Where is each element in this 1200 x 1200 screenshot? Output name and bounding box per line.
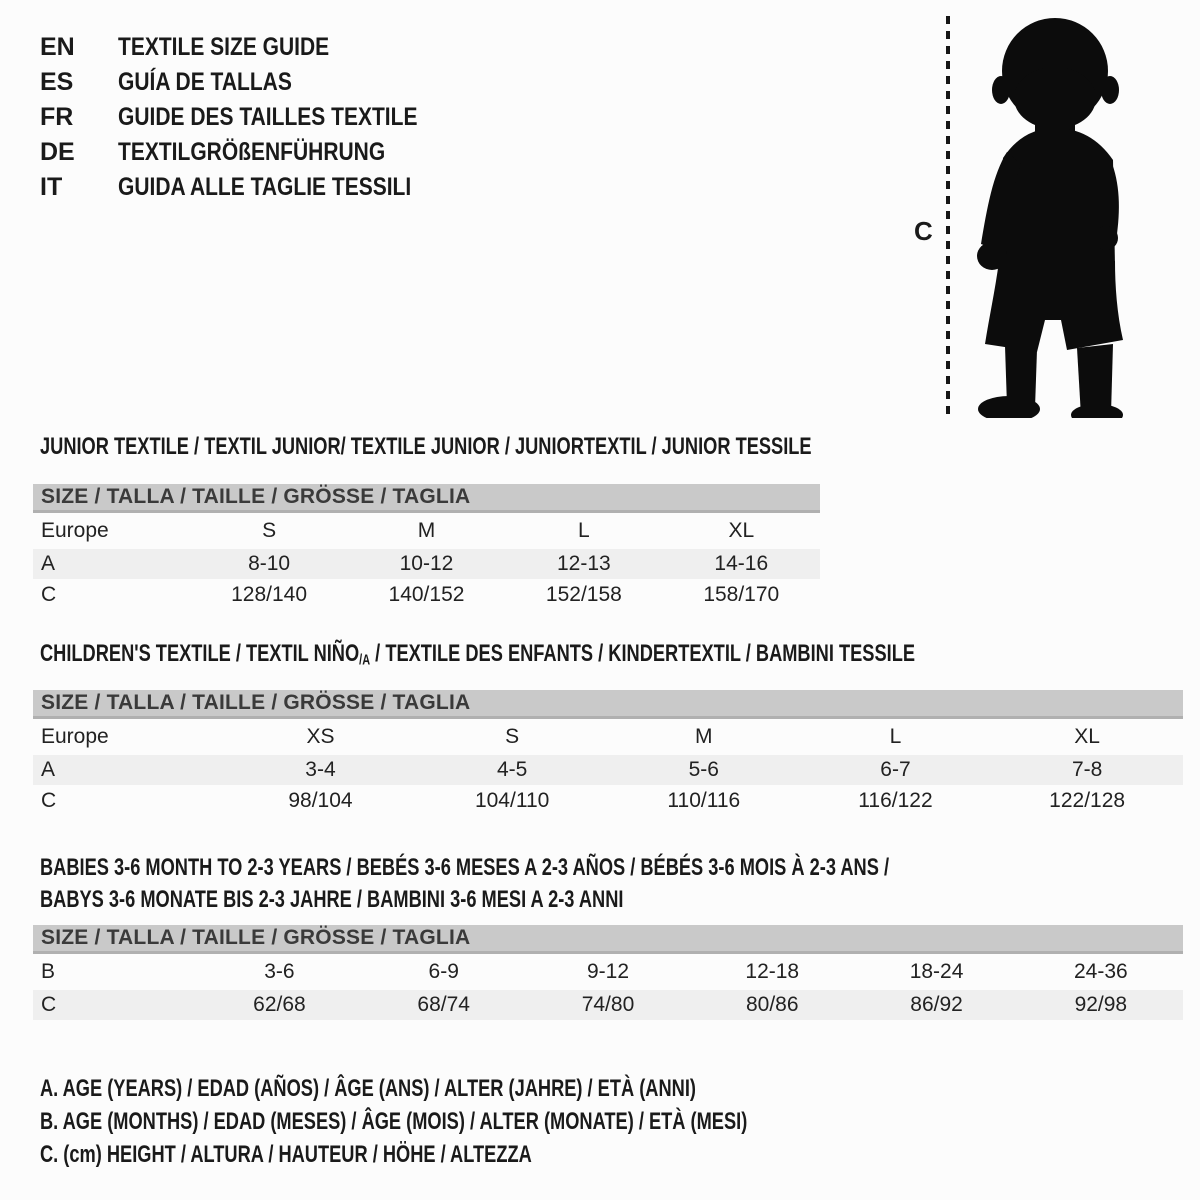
legend-line-a: A. AGE (YEARS) / EDAD (AÑOS) / ÂGE (ANS) / ALTER (JAHRE) / ETÀ (ANNI) <box>40 1075 696 1102</box>
value-cell: 74/80 <box>526 990 690 1020</box>
language-code: ES <box>40 68 74 96</box>
language-code: DE <box>40 138 75 166</box>
size-cell: XL <box>1074 725 1100 748</box>
value-cell: 68/74 <box>362 990 526 1020</box>
language-row-es <box>40 65 475 100</box>
legend-line-c: C. (cm) HEIGHT / ALTURA / HAUTEUR / HÖHE / ALTEZZA <box>40 1141 532 1168</box>
children-title-subscript: /A <box>359 652 371 669</box>
children-section-title <box>40 640 915 675</box>
language-row-it <box>40 170 475 205</box>
row-label: B <box>41 960 56 983</box>
height-measure-dashed-line <box>946 16 950 418</box>
table-row <box>33 512 820 550</box>
size-header-band: SIZE / TALLA / TAILLE / GRÖSSE / TAGLIA <box>33 484 820 512</box>
language-row-de <box>40 135 475 170</box>
value-cell: 152/158 <box>545 583 622 606</box>
junior-size-table <box>33 484 820 611</box>
language-title-list <box>40 30 475 205</box>
size-cell: S <box>262 519 277 542</box>
value-cell: 128/140 <box>231 583 308 606</box>
value-cell: 116/122 <box>858 789 933 812</box>
value-cell: 5-6 <box>608 755 800 785</box>
value-cell: 110/116 <box>667 789 741 812</box>
size-cell: M <box>695 725 713 748</box>
row-label: A <box>33 549 190 579</box>
size-header-row <box>33 484 820 512</box>
size-cell: S <box>505 725 520 748</box>
measure-legend <box>40 1072 747 1171</box>
children-title-text: CHILDREN'S TEXTILE / TEXTIL NIÑO <box>40 640 360 667</box>
value-cell: 12-13 <box>505 549 662 579</box>
value-cell: 92/98 <box>1019 990 1183 1020</box>
value-cell: 86/92 <box>854 990 1018 1020</box>
language-title: GUIDE DES TAILLES TEXTILE <box>118 103 418 131</box>
babies-title-line2: BABYS 3-6 MONATE BIS 2-3 JAHRE / BAMBINI 3-6 MESI A 2-3 ANNI <box>40 886 624 913</box>
value-cell: 24-36 <box>1073 960 1128 983</box>
language-title: TEXTILE SIZE GUIDE <box>118 33 330 61</box>
value-cell: 7-8 <box>991 755 1183 785</box>
value-cell: 140/152 <box>388 583 465 606</box>
size-header-band: SIZE / TALLA / TAILLE / GRÖSSE / TAGLIA <box>33 690 1183 718</box>
language-code: EN <box>40 33 75 61</box>
value-cell: 18-24 <box>909 960 964 983</box>
value-cell: 158/170 <box>703 583 780 606</box>
language-code: IT <box>40 173 63 201</box>
row-label: Europe <box>41 519 109 542</box>
size-cell: XS <box>306 725 335 748</box>
language-row-en <box>40 30 475 65</box>
row-label: Europe <box>41 725 109 748</box>
value-cell: 104/110 <box>474 789 550 812</box>
value-cell: 14-16 <box>663 549 820 579</box>
size-cell: M <box>417 519 436 542</box>
value-cell: 3-4 <box>225 755 417 785</box>
table-row <box>33 718 1183 756</box>
height-measure-label: C <box>914 216 933 246</box>
toddler-silhouette-icon <box>963 16 1135 418</box>
table-row <box>33 579 820 611</box>
babies-title-line1: BABIES 3-6 MONTH TO 2-3 YEARS / BEBÉS 3-6 MESES A 2-3 AÑOS / BÉBÉS 3-6 MOIS À 2-3 ANS / <box>40 854 890 881</box>
size-cell: XL <box>728 519 755 542</box>
babies-section-title <box>40 852 889 916</box>
children-title-text: / TEXTILE DES ENFANTS / KINDERTEXTIL / BAMBINI TESSILE <box>370 640 915 667</box>
row-label: C <box>41 583 57 606</box>
value-cell: 12-18 <box>745 960 800 983</box>
value-cell: 122/128 <box>1049 789 1126 812</box>
language-code: FR <box>40 103 74 131</box>
size-cell: L <box>889 725 902 748</box>
language-row-fr <box>40 100 475 135</box>
value-cell: 3-6 <box>264 960 295 983</box>
row-label: C <box>41 789 57 812</box>
table-row <box>33 953 1183 991</box>
value-cell: 6-7 <box>800 755 992 785</box>
table-row <box>33 549 820 579</box>
children-size-table <box>33 690 1183 817</box>
row-label: C <box>33 990 197 1020</box>
size-header-row <box>33 925 1183 953</box>
value-cell: 98/104 <box>288 789 353 812</box>
language-title: GUÍA DE TALLAS <box>118 68 292 96</box>
size-cell: L <box>578 519 590 542</box>
language-title: TEXTILGRÖßENFÜHRUNG <box>118 138 386 166</box>
row-label: A <box>33 755 225 785</box>
value-cell: 4-5 <box>416 755 608 785</box>
value-cell: 10-12 <box>348 549 505 579</box>
value-cell: 8-10 <box>190 549 347 579</box>
table-row <box>33 990 1183 1020</box>
size-header-band: SIZE / TALLA / TAILLE / GRÖSSE / TAGLIA <box>33 925 1183 953</box>
value-cell: 6-9 <box>428 960 459 983</box>
value-cell: 62/68 <box>197 990 361 1020</box>
size-header-row <box>33 690 1183 718</box>
table-row <box>33 755 1183 785</box>
language-title: GUIDA ALLE TAGLIE TESSILI <box>118 173 412 201</box>
legend-line-b: B. AGE (MONTHS) / EDAD (MESES) / ÂGE (MOIS) / ALTER (MONATE) / ETÀ (MESI) <box>40 1108 748 1135</box>
value-cell: 9-12 <box>586 960 629 983</box>
babies-size-table <box>33 925 1183 1020</box>
value-cell: 80/86 <box>690 990 854 1020</box>
junior-section-title: JUNIOR TEXTILE / TEXTIL JUNIOR/ TEXTILE JUNIOR / JUNIORTEXTIL / JUNIOR TESSILE <box>40 433 812 460</box>
table-row <box>33 785 1183 817</box>
